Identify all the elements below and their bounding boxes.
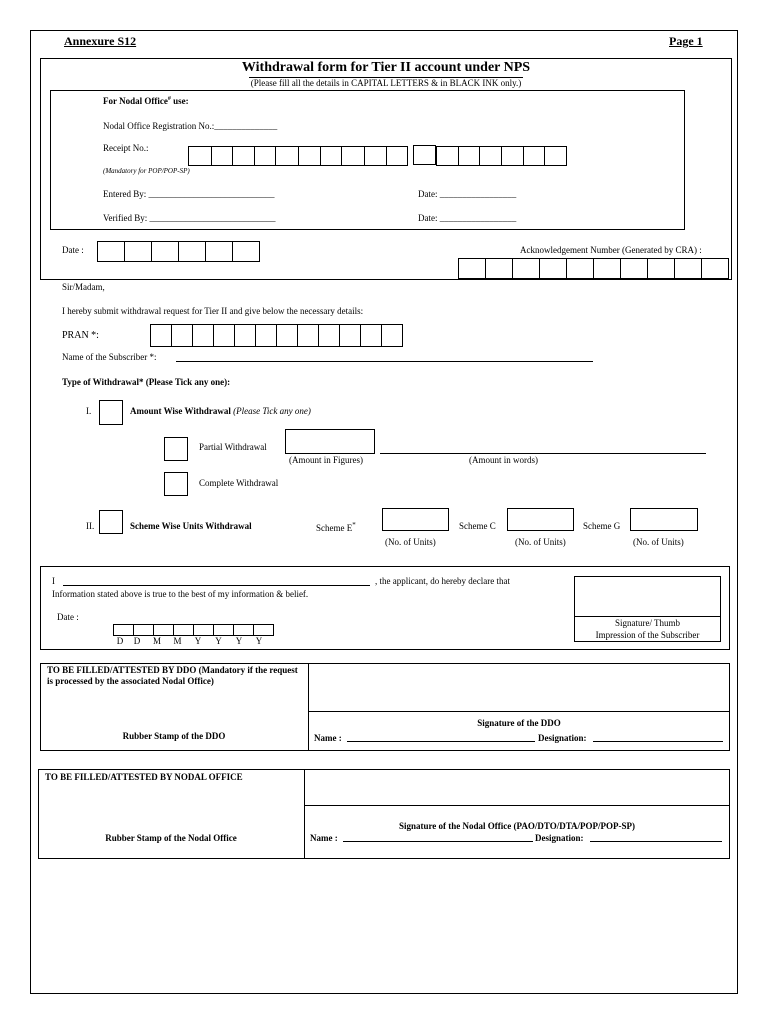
signature-divider [574, 616, 721, 617]
declaration-date-cell[interactable] [133, 624, 154, 636]
receipt-cell[interactable] [458, 146, 480, 166]
declaration-date-cell[interactable] [153, 624, 174, 636]
subscriber-name-label: Name of the Subscriber *: [62, 352, 157, 362]
complete-withdrawal-checkbox[interactable] [164, 472, 188, 496]
ack-cell[interactable] [593, 258, 621, 279]
nodal-frame [38, 769, 730, 859]
pran-cell[interactable] [339, 324, 361, 347]
complete-withdrawal-label: Complete Withdrawal [199, 478, 279, 488]
date-cell[interactable] [151, 241, 179, 262]
receipt-cell[interactable] [298, 146, 321, 166]
nodal-use-heading-sup: # [167, 96, 171, 102]
scheme-c-units-caption: (No. of Units) [515, 537, 566, 547]
date-label: Date : [62, 245, 84, 255]
partial-withdrawal-label: Partial Withdrawal [199, 442, 267, 452]
scheme-g-label: Scheme G [583, 521, 621, 531]
annexure-label: Annexure S12 [64, 34, 137, 48]
pran-cell[interactable] [276, 324, 298, 347]
ddo-heading: TO BE FILLED/ATTESTED BY DDO (Mandatory if the request is processed by the associated Nodal Office) [47, 665, 298, 686]
receipt-cell[interactable] [523, 146, 545, 166]
receipt-cell[interactable] [479, 146, 502, 166]
subscriber-name-line[interactable] [176, 361, 593, 362]
receipt-cell[interactable] [254, 146, 276, 166]
date-cell[interactable] [124, 241, 152, 262]
nodal-divider-horizontal [304, 805, 730, 806]
scheme-g-units-input[interactable] [630, 508, 698, 531]
receipt-cell[interactable] [320, 146, 342, 166]
receipt-cell[interactable] [544, 146, 567, 166]
ack-cell[interactable] [512, 258, 540, 279]
withdrawal-type-heading: Type of Withdrawal* (Please Tick any one): [62, 377, 231, 387]
salutation: Sir/Madam, [62, 282, 105, 292]
form-title: Withdrawal form for Tier II account under NPS [241, 60, 531, 75]
ack-cell[interactable] [458, 258, 486, 279]
declaration-line1-start: I [52, 576, 55, 586]
ack-cell[interactable] [539, 258, 567, 279]
scheme-e-units-input[interactable] [382, 508, 449, 531]
nodal-name-label: Name : [310, 833, 338, 843]
date-format-char: Y [194, 636, 202, 646]
receipt-number-cells[interactable] [188, 146, 408, 166]
scheme-g-units-caption: (No. of Units) [633, 537, 684, 547]
date-format-char: M [152, 636, 161, 646]
date-format-char: M [173, 636, 182, 646]
pran-cells[interactable] [150, 324, 403, 347]
ddo-signature-label: Signature of the DDO [477, 718, 561, 728]
ddo-divider-vertical [308, 663, 309, 751]
verified-date-label: Date: _________________ [418, 213, 517, 223]
pran-cell[interactable] [360, 324, 382, 347]
receipt-cell[interactable] [386, 146, 408, 166]
pran-cell[interactable] [192, 324, 214, 347]
pran-cell[interactable] [171, 324, 193, 347]
date-format-char: Y [255, 636, 263, 646]
amount-figures-input[interactable] [285, 429, 375, 454]
date-cell[interactable] [178, 241, 206, 262]
date-format-char: Y [235, 636, 243, 646]
ddo-name-line[interactable] [347, 741, 535, 742]
scheme-wise-checkbox[interactable] [99, 510, 123, 534]
nodal-stamp-label: Rubber Stamp of the Nodal Office [105, 833, 237, 843]
scheme-c-units-input[interactable] [507, 508, 574, 531]
receipt-cell[interactable] [364, 146, 387, 166]
declaration-date-cell[interactable] [113, 624, 134, 636]
receipt-separator-cell[interactable] [413, 145, 436, 165]
ack-cell[interactable] [620, 258, 648, 279]
pran-label: PRAN *: [62, 330, 99, 341]
scheme-wise-label: Scheme Wise Units Withdrawal [130, 521, 252, 531]
date-format-char: Y [215, 636, 222, 646]
applicant-name-line[interactable] [63, 585, 370, 586]
scheme-e-sup: * [352, 521, 356, 529]
declaration-line1-end: , the applicant, do hereby declare that [375, 576, 510, 586]
partial-withdrawal-checkbox[interactable] [164, 437, 188, 461]
declaration-date-label: Date : [57, 612, 79, 622]
form-subtitle [40, 78, 732, 88]
date-format-char: D [133, 636, 141, 646]
ack-cell[interactable] [647, 258, 675, 279]
ack-cell[interactable] [566, 258, 594, 279]
receipt-cell[interactable] [232, 146, 255, 166]
receipt-cell[interactable] [188, 146, 212, 166]
acknowledgement-cells[interactable] [458, 258, 729, 279]
option1-numeral: I. [86, 406, 92, 416]
intro-text: I hereby submit withdrawal request for Tier II and give below the necessary details: [62, 306, 364, 316]
scheme-e-label-text: Scheme E [316, 523, 353, 533]
verified-by-label: Verified By: ____________________________ [103, 213, 276, 223]
nodal-divider-vertical [304, 769, 305, 859]
scheme-e-label [316, 521, 356, 533]
declaration-date-cell[interactable] [253, 624, 274, 636]
signature-caption-1: Signature/ Thumb [614, 618, 681, 628]
scheme-e-units-caption: (No. of Units) [385, 537, 436, 547]
date-format-char: D [116, 636, 124, 646]
declaration-date-cell[interactable] [173, 624, 194, 636]
declaration-date-cell[interactable] [213, 624, 234, 636]
scheme-c-label: Scheme C [459, 521, 496, 531]
ddo-stamp-label: Rubber Stamp of the DDO [122, 731, 226, 741]
declaration-date-cells[interactable] [113, 624, 274, 636]
date-format-hint [113, 636, 269, 646]
pran-cell[interactable] [255, 324, 277, 347]
amount-figures-caption: (Amount in Figures) [289, 455, 363, 465]
nodal-use-heading-text: For Nodal Office [103, 96, 168, 106]
amount-wise-note: (Please Tick any one) [230, 406, 311, 416]
ddo-designation-label: Designation: [538, 733, 587, 743]
amount-words-caption: (Amount in words) [469, 455, 538, 465]
nodal-heading: TO BE FILLED/ATTESTED BY NODAL OFFICE [45, 772, 243, 782]
declaration-line2: Information stated above is true to the best of my information & belief. [52, 589, 309, 599]
pran-cell[interactable] [381, 324, 403, 347]
nodal-registration-label: Nodal Office Registration No.:______________ [103, 121, 278, 131]
option2-numeral: II. [86, 521, 95, 531]
pran-cell[interactable] [150, 324, 172, 347]
page-number: Page 1 [669, 34, 703, 48]
nodal-use-heading [103, 96, 189, 106]
receipt-cell[interactable] [501, 146, 524, 166]
form-subtitle-text: (Please fill all the details in CAPITAL LETTERS & in BLACK INK only.) [250, 78, 522, 88]
receipt-label: Receipt No.: [103, 143, 149, 153]
declaration-date-cell[interactable] [193, 624, 214, 636]
signature-caption-2: Impression of the Subscriber [595, 630, 700, 640]
nodal-designation-line[interactable] [590, 841, 722, 842]
date-cell[interactable] [232, 241, 260, 262]
ddo-designation-line[interactable] [593, 741, 723, 742]
amount-wise-checkbox[interactable] [99, 400, 123, 425]
receipt-cell[interactable] [436, 146, 459, 166]
nodal-signature-label: Signature of the Nodal Office (PAO/DTO/DTA/POP/POP-SP) [398, 821, 636, 831]
date-cells[interactable] [97, 241, 260, 262]
declaration-date-cell[interactable] [233, 624, 254, 636]
date-cell[interactable] [97, 241, 125, 262]
amount-wise-label-text: Amount Wise Withdrawal [130, 406, 231, 416]
mandatory-note: (Mandatory for POP/POP-SP) [103, 167, 190, 175]
pran-cell[interactable] [234, 324, 256, 347]
receipt-cell[interactable] [211, 146, 233, 166]
receipt-cell[interactable] [341, 146, 365, 166]
nodal-use-heading-suffix: use: [170, 96, 189, 106]
amount-wise-label [130, 406, 311, 416]
entered-by-label: Entered By: ____________________________ [103, 189, 275, 199]
amount-words-line[interactable] [380, 453, 706, 454]
nodal-name-line[interactable] [343, 841, 533, 842]
date-cell[interactable] [205, 241, 233, 262]
pran-cell[interactable] [318, 324, 340, 347]
receipt-cell[interactable] [275, 146, 299, 166]
ack-cell[interactable] [674, 258, 702, 279]
ddo-name-label: Name : [314, 733, 342, 743]
ddo-divider-horizontal [308, 711, 730, 712]
ack-cell[interactable] [485, 258, 513, 279]
pran-cell[interactable] [297, 324, 319, 347]
entered-date-label: Date: _________________ [418, 189, 517, 199]
pran-cell[interactable] [213, 324, 235, 347]
acknowledgement-label: Acknowledgement Number (Generated by CRA) : [520, 245, 702, 255]
ack-cell[interactable] [701, 258, 729, 279]
receipt-number-cells-2[interactable] [436, 146, 567, 166]
nodal-designation-label: Designation: [535, 833, 584, 843]
